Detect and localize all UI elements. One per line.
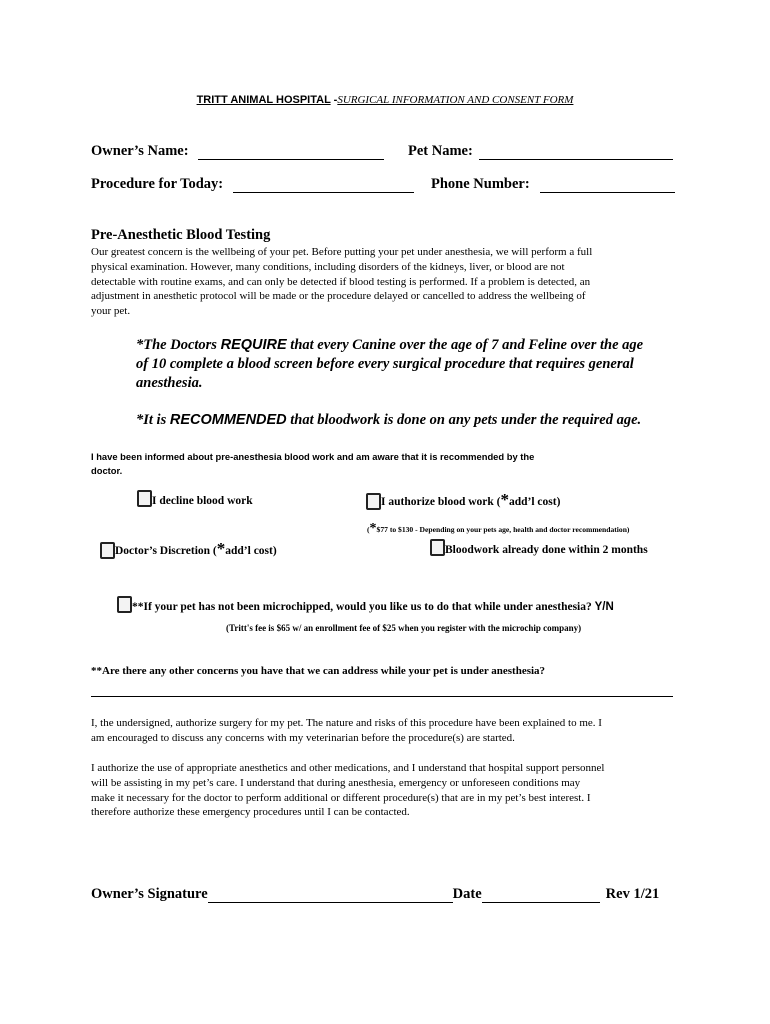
procedure-row xyxy=(91,176,414,193)
consent-line: will be assisting in my pet’s care. I understand that during anesthesia, emergency or unforeseen conditions may xyxy=(91,776,581,789)
hospital-name: TRITT ANIMAL HOSPITAL xyxy=(196,94,331,106)
consent-line: therefore authorize these emergency procedures until I can be contacted. xyxy=(91,806,410,819)
consent-line: am encouraged to discuss any concerns with my veterinarian before the procedure(s) are started. xyxy=(91,731,515,744)
revision-label: Rev 1/21 xyxy=(605,886,660,902)
signature-row xyxy=(91,886,659,903)
microchip-checkbox[interactable] xyxy=(117,596,132,613)
price-asterisk: * xyxy=(369,521,377,536)
microchip-yn: Y/N xyxy=(594,601,614,613)
pet-name-row xyxy=(408,143,673,160)
consent-paragraph-1 xyxy=(91,716,691,746)
discretion-label-pre: Doctor’s Discretion ( xyxy=(115,545,217,557)
authorize-checkbox[interactable] xyxy=(366,493,381,510)
acknowledgement-line: doctor. xyxy=(91,465,123,476)
decline-checkbox[interactable] xyxy=(137,490,152,507)
already-done-option[interactable] xyxy=(430,539,648,556)
requirement-post: that every Canine over the age of 7 and Feline over the age xyxy=(286,337,644,353)
pre-anesthetic-line: physical examination. However, many conditions, including disorders of the kidneys, liver, or blood are not xyxy=(91,260,565,273)
price-text: $77 to $130 - Depending on your pets age, health and doctor recommendation) xyxy=(376,525,630,534)
authorize-label-pre: I authorize blood work ( xyxy=(381,496,501,508)
pet-name-field[interactable] xyxy=(479,144,673,160)
discretion-option[interactable] xyxy=(100,539,277,559)
requirement-note xyxy=(136,336,696,393)
pre-anesthetic-line: your pet. xyxy=(91,305,131,318)
owner-name-row xyxy=(91,143,384,160)
form-title: SURGICAL INFORMATION AND CONSENT FORM xyxy=(337,94,574,106)
already-done-checkbox[interactable] xyxy=(430,539,445,556)
consent-line: I, the undersigned, authorize surgery for my pet. The nature and risks of this procedure have been explained to me. I xyxy=(91,717,602,729)
consent-line: I authorize the use of appropriate anesthetics and other medications, and I understand that hospital support personnel xyxy=(91,762,605,774)
concerns-answer-line[interactable] xyxy=(91,684,673,697)
phone-row xyxy=(431,176,675,193)
header-dash: - xyxy=(330,94,338,106)
pre-anesthetic-heading: Pre-Anesthetic Blood Testing xyxy=(91,227,271,243)
authorize-asterisk: * xyxy=(500,490,509,509)
pre-anesthetic-line: adjustment in anesthetic protocol will be made or the procedure delayed or cancelled to address the wellbeing of xyxy=(91,290,586,303)
authorize-option[interactable] xyxy=(366,490,560,510)
owner-name-label: Owner’s Name: xyxy=(91,143,189,159)
owner-name-field[interactable] xyxy=(198,144,384,160)
procedure-field[interactable] xyxy=(233,177,414,193)
recommended-keyword: RECOMMENDED xyxy=(169,412,287,428)
pet-name-label: Pet Name: xyxy=(408,143,473,159)
microchip-question: **If your pet has not been microchipped, would you like us to do that while under anesthesia? xyxy=(132,601,595,613)
discretion-checkbox[interactable] xyxy=(100,542,115,559)
pre-anesthetic-line: detectable with routine exams, and can only be detected if blood testing is performed. If a problem is detected, an xyxy=(91,275,591,288)
requirement-pre: *The Doctors xyxy=(136,337,221,353)
phone-label: Phone Number: xyxy=(431,176,530,192)
acknowledgement xyxy=(91,450,671,478)
pre-anesthetic-text xyxy=(91,245,681,319)
decline-option[interactable] xyxy=(137,490,253,507)
require-keyword: REQUIRE xyxy=(220,337,287,353)
requirement-line: of 10 complete a blood screen before every surgical procedure that requires general xyxy=(136,356,634,372)
authorize-label-post: add’l cost) xyxy=(508,496,561,508)
requirement-line: anesthesia. xyxy=(136,375,203,391)
blood-work-price-note xyxy=(367,521,629,537)
owner-signature-field[interactable] xyxy=(208,887,453,903)
pre-anesthetic-line: Our greatest concern is the wellbeing of your pet. Before putting your pet under anesthesia, we will perform a full xyxy=(91,246,593,258)
owner-signature-label: Owner’s Signature xyxy=(91,886,208,902)
date-label: Date xyxy=(452,886,482,902)
date-field[interactable] xyxy=(482,887,600,903)
concerns-question: **Are there any other concerns you have that we can address while your pet is under anesthesia? xyxy=(91,665,546,677)
discretion-label-post: add’l cost) xyxy=(225,545,277,557)
phone-field[interactable] xyxy=(540,177,675,193)
recommendation-post: that bloodwork is done on any pets under the required age. xyxy=(286,412,642,428)
decline-label: I decline blood work xyxy=(152,495,253,507)
microchip-fee-note: (Tritt's fee is $65 w/ an enrollment fee of $25 when you register with the microchip company) xyxy=(226,623,582,633)
procedure-label: Procedure for Today: xyxy=(91,176,224,192)
price-open: ( xyxy=(367,525,370,534)
consent-paragraph-2 xyxy=(91,761,691,820)
already-done-label: Bloodwork already done within 2 months xyxy=(445,544,648,556)
discretion-asterisk: * xyxy=(216,539,226,558)
consent-line: make it necessary for the doctor to perform additional or different procedure(s) that are in my pet’s best interest. I xyxy=(91,791,591,804)
recommendation-note xyxy=(136,411,641,430)
form-header xyxy=(0,94,770,106)
recommendation-pre: *It is xyxy=(136,412,170,428)
microchip-option[interactable] xyxy=(117,596,614,613)
acknowledgement-line: I have been informed about pre-anesthesia blood work and am aware that it is recommended by the xyxy=(91,451,535,462)
